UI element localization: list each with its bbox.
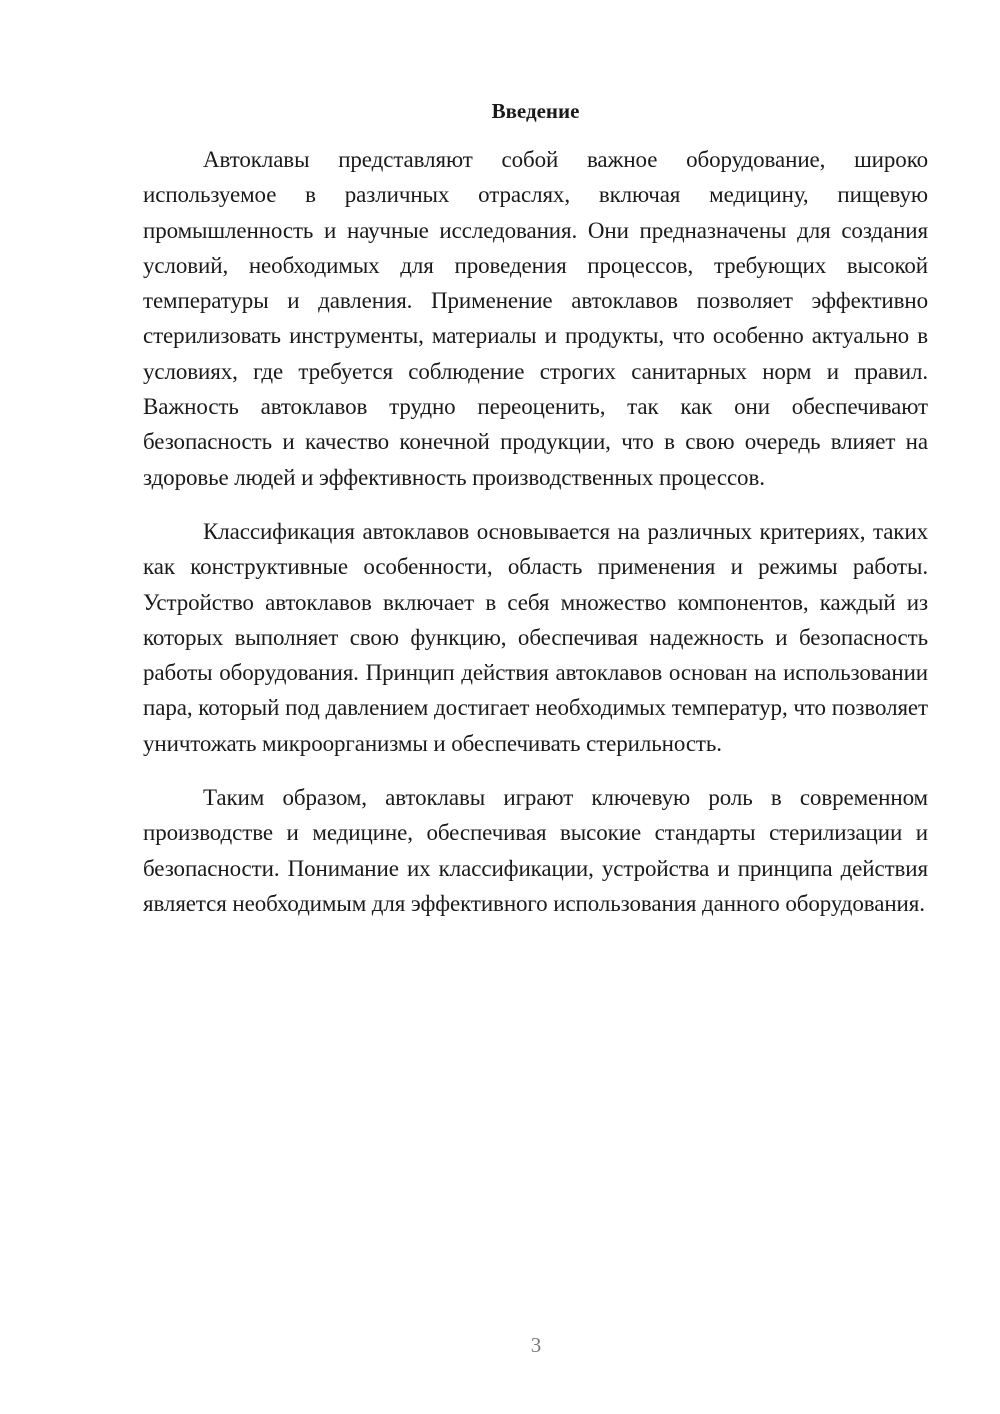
document-body	[143, 142, 928, 921]
paragraph-classification: Классификация автоклавов основывается на различных критериях, таких как конструктивные особенности, область применения и режимы работы. Устройство автоклавов включает в себя множество компонентов, каждый из которых выполняет свою функцию, обеспечивая надежность и безопасность работы оборудования. Принцип действия автоклавов основан на использовании пара, который под давлением достигает необходимых температур, что позволяет уничтожать микроорганизмы и обеспечивать стерильность.	[143, 518, 928, 756]
section-title: Введение	[491, 99, 580, 123]
page-number: 3	[530, 1333, 542, 1357]
paragraph-conclusion: Таким образом, автоклавы играют ключевую роль в современном производстве и медицине, обеспечивая высокие стандарты стерилизации и безопасности. Понимание их классификации, устройства и принципа действия является необходимым для эффективного использования данного оборудования.	[143, 785, 928, 916]
paragraph-intro: Автоклавы представляют собой важное оборудование, широко используемое в различных отраслях, включая медицину, пищевую промышленность и научные исследования. Они предназначены для создания условий, необходимых для проведения процессов, требующих высокой температуры и давления. Применение автоклавов позволяет эффективно стерилизовать инструменты, материалы и продукты, что особенно актуально в условиях, где требуется соблюдение строгих санитарных норм и правил. Важность автоклавов трудно переоценить, так как они обеспечивают безопасность и качество конечной продукции, что в свою очередь влияет на здоровье людей и эффективность производственных процессов.	[143, 147, 928, 490]
